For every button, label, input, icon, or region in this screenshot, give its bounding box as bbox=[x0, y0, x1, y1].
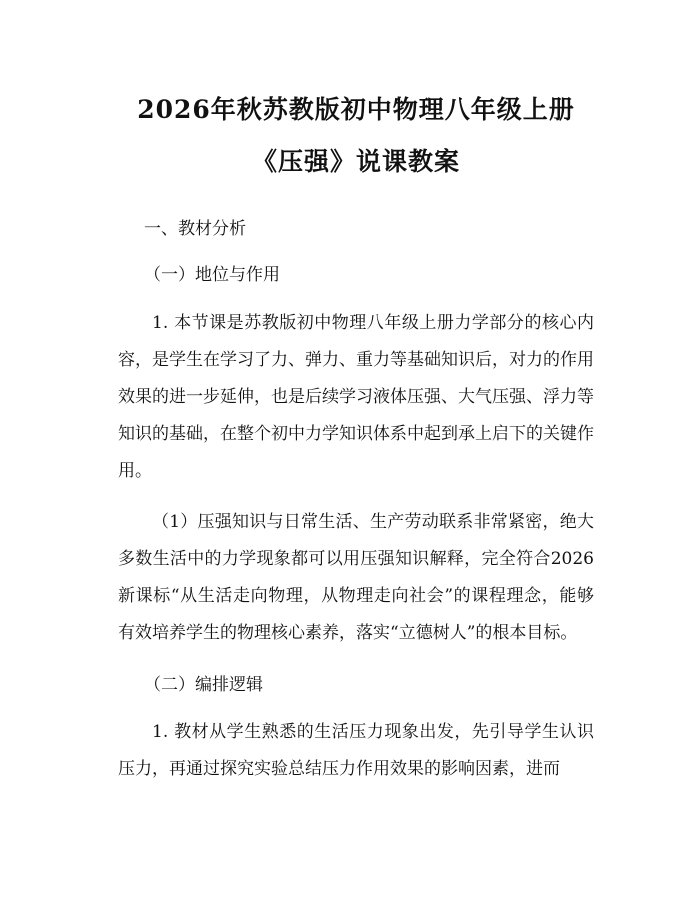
subsection-heading-position-role: （一）地位与作用 bbox=[144, 265, 280, 285]
paragraph-life-connection: （1）压强知识与日常生活、生产劳动联系非常紧密，绝大多数生活中的力学现象都可以用压强知识解释，完全符合2026新课标“从生活走向物理，从物理走向社会”的课程理念，能够有效培养学生的物理核心素养，落实“立德树人”的根本目标。 bbox=[118, 512, 594, 643]
paragraph-lesson-position: 1. 本节课是苏教版初中物理八年级上册力学部分的核心内容，是学生在学习了力、弹力、重力等基础知识后，对力的作用效果的进一步延伸，也是后续学习液体压强、大气压强、浮力等知识的基础，在整个初中力学知识体系中起到承上启下的关键作用。 bbox=[118, 313, 594, 481]
paragraph-textbook-sequence: 1. 教材从学生熟悉的生活压力现象出发，先引导学生认识压力，再通过探究实验总结压力作用效果的影响因素，进而 bbox=[118, 722, 594, 779]
section-heading-textbook-analysis: 一、教材分析 bbox=[144, 219, 246, 239]
document-title: 2026年秋苏教版初中物理八年级上册《压强》说课教案 bbox=[137, 95, 575, 176]
subsection-heading-arrangement-logic: （二）编排逻辑 bbox=[144, 675, 263, 695]
